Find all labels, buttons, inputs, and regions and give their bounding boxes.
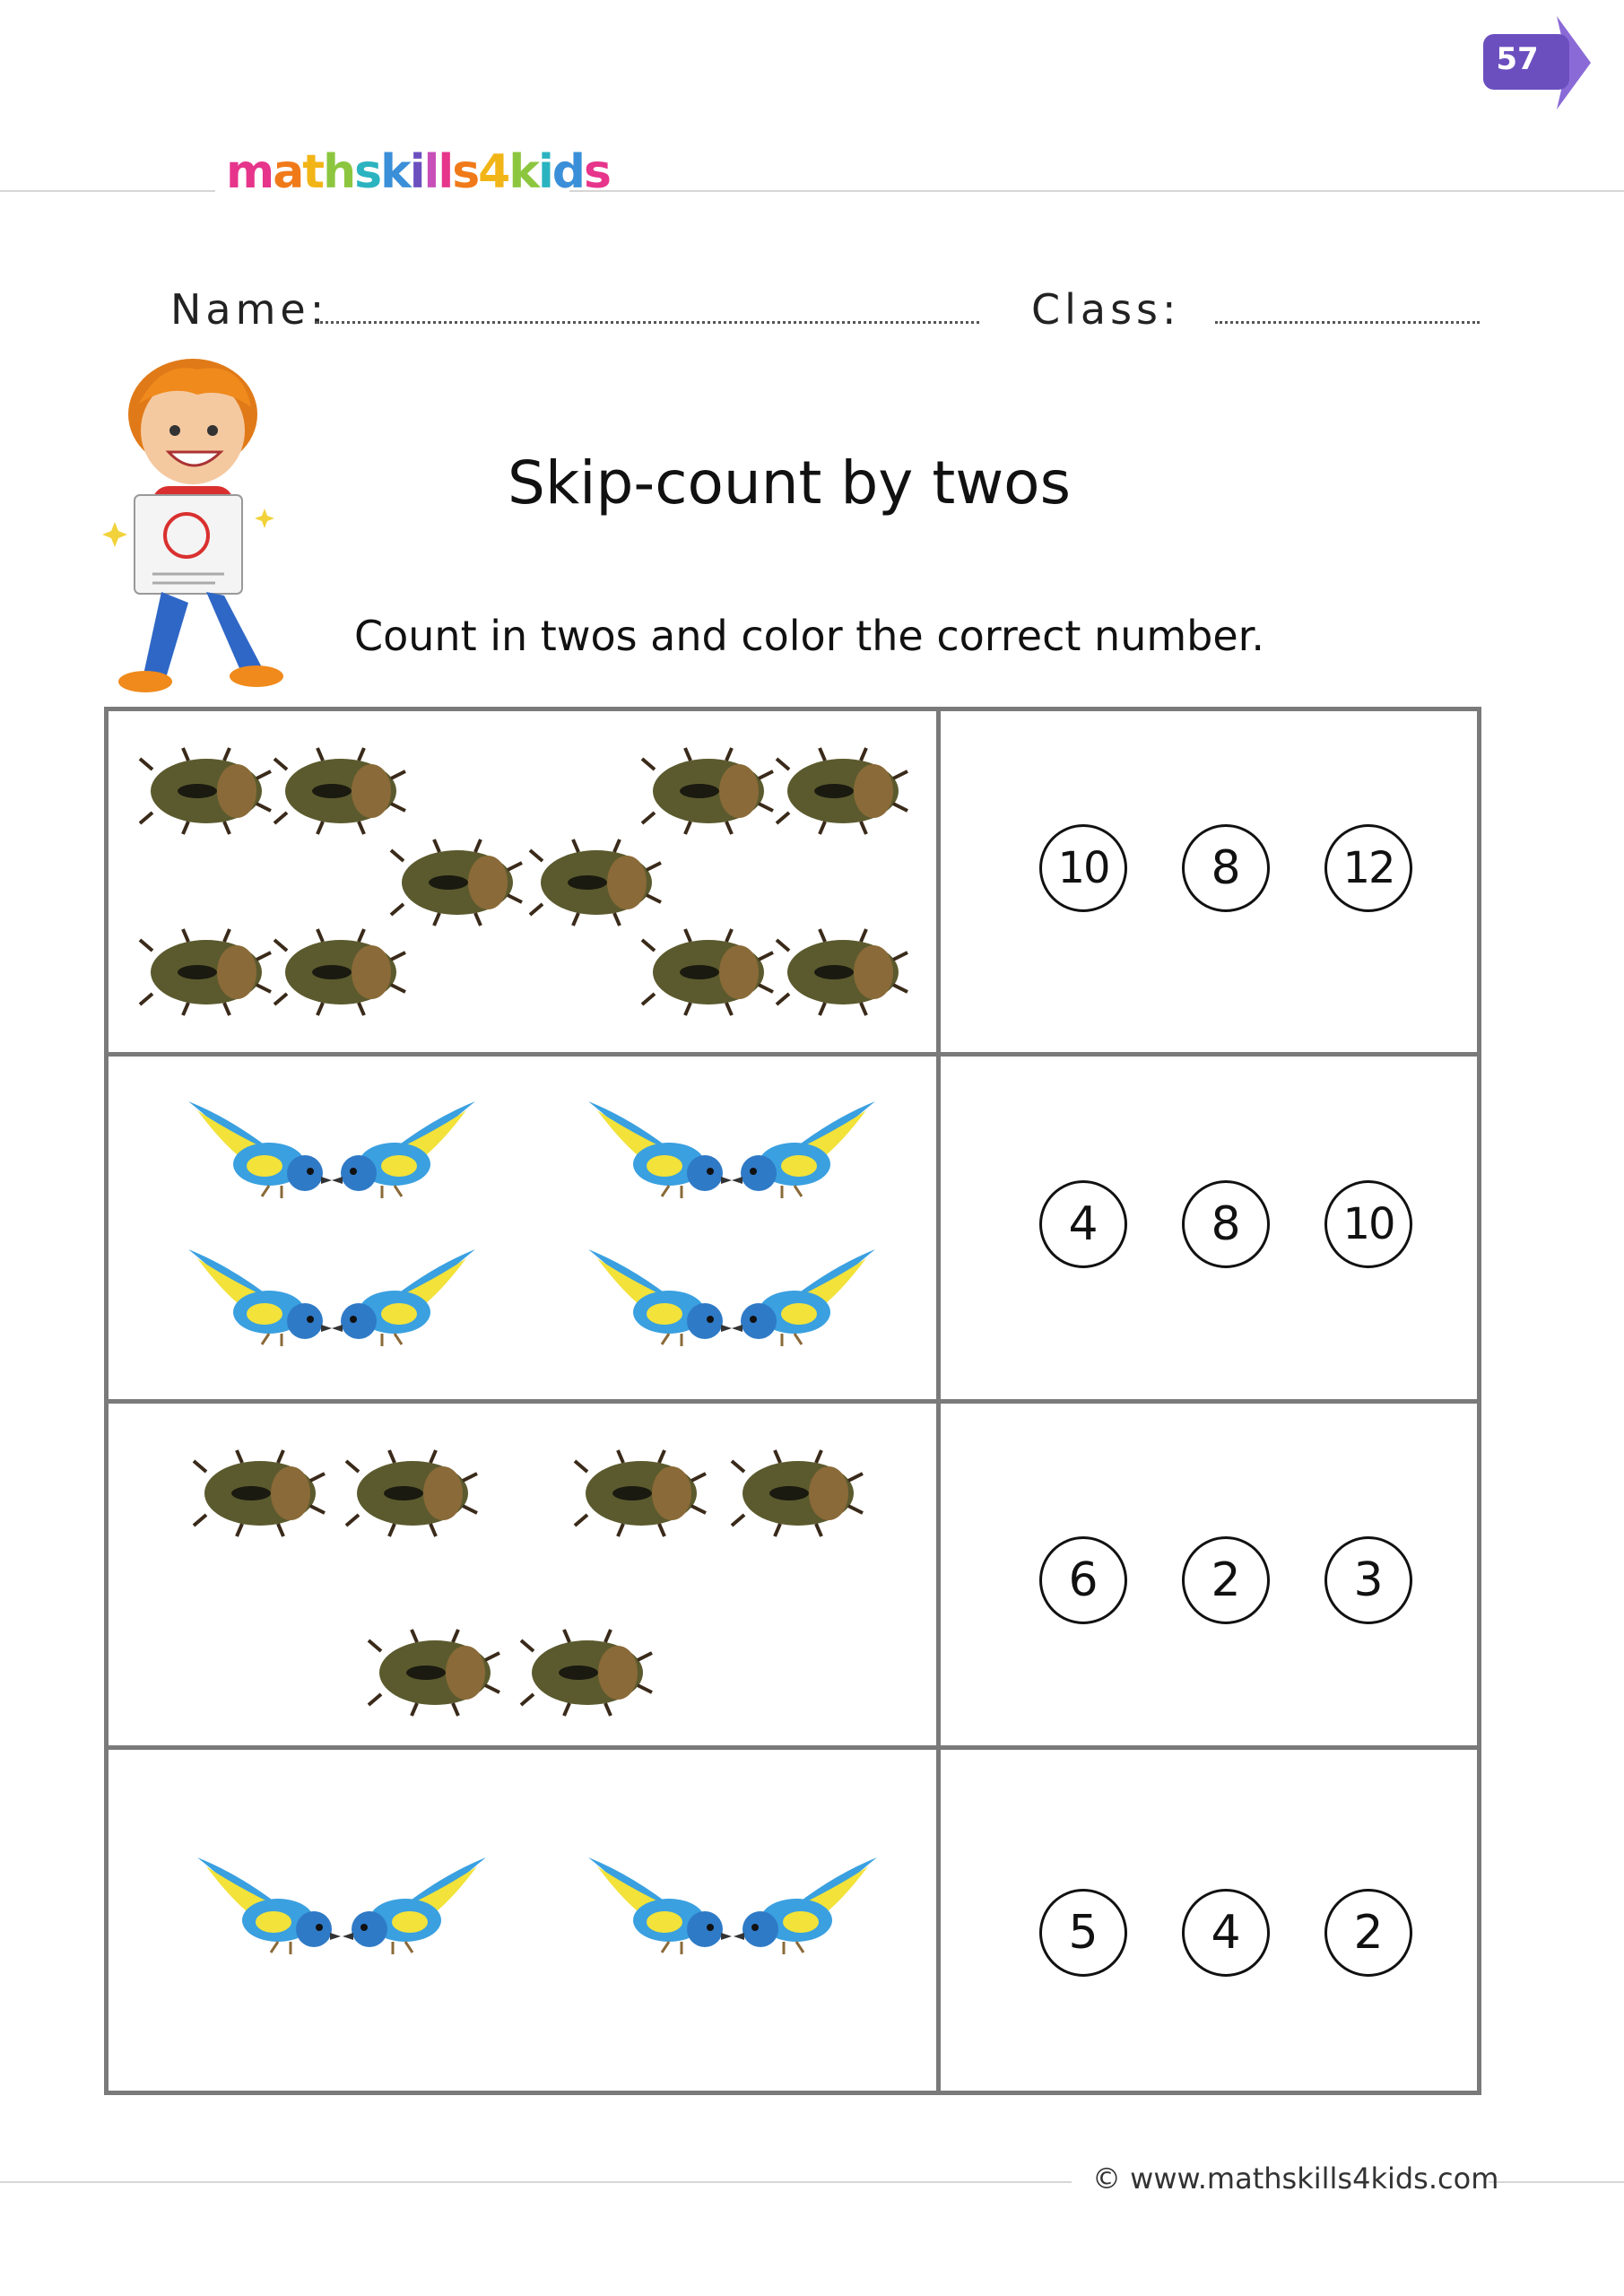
bird-icon [343, 1857, 486, 1954]
bird-icon [588, 1857, 732, 1954]
beetle-icon [732, 1450, 863, 1536]
beetle-icon [346, 1450, 477, 1536]
bird-icon [197, 1857, 341, 1954]
beetle-icon [777, 929, 908, 1015]
header-rule-left [0, 190, 215, 192]
name-label: Name: [170, 285, 329, 334]
choice-row1-c[interactable]: 12 [1324, 824, 1412, 912]
choice-row2-c[interactable]: 10 [1324, 1180, 1412, 1268]
choice-row2-b[interactable]: 8 [1182, 1180, 1270, 1268]
beetle-icon [391, 839, 522, 926]
bird-icon [332, 1101, 475, 1198]
choice-row2-a[interactable]: 4 [1039, 1180, 1127, 1268]
class-line[interactable] [1215, 321, 1480, 324]
class-label: Class: [1031, 285, 1181, 334]
bird-icon [188, 1101, 332, 1198]
row-1-beetles [108, 710, 933, 1051]
bird-icon [588, 1101, 732, 1198]
beetle-icon [274, 748, 405, 834]
row-2-birds [108, 1057, 933, 1397]
bird-icon [732, 1249, 875, 1346]
footer-rule-left [0, 2181, 1072, 2183]
choice-row4-c[interactable]: 2 [1324, 1889, 1412, 1977]
choice-row3-b[interactable]: 2 [1182, 1536, 1270, 1624]
beetle-icon [274, 929, 405, 1015]
beetle-icon [575, 1450, 706, 1536]
row-4-birds [108, 1750, 933, 2091]
beetle-icon [530, 839, 661, 926]
bird-icon [732, 1101, 875, 1198]
header-rule-right [569, 190, 1624, 192]
bird-icon [588, 1249, 732, 1346]
beetle-icon [194, 1450, 325, 1536]
bird-icon [734, 1857, 877, 1954]
beetle-icon [140, 929, 271, 1015]
beetle-icon [642, 929, 773, 1015]
beetle-icon [140, 748, 271, 834]
worksheet-title: Skip-count by twos [508, 448, 1071, 517]
bird-icon [188, 1249, 332, 1346]
choice-row1-b[interactable]: 8 [1182, 824, 1270, 912]
footer-copyright[interactable]: © www.mathskills4kids.com [1092, 2161, 1499, 2196]
name-line[interactable] [316, 321, 979, 324]
footer-rule-right [1489, 2181, 1624, 2183]
choice-row4-b[interactable]: 4 [1182, 1889, 1270, 1977]
choice-row3-a[interactable]: 6 [1039, 1536, 1127, 1624]
beetle-icon [369, 1630, 499, 1716]
bird-icon [332, 1249, 475, 1346]
row-3-beetles [108, 1404, 933, 1744]
page-number: 57 [1496, 41, 1539, 77]
choice-row1-a[interactable]: 10 [1039, 824, 1127, 912]
brand-logo: mathskills4kids [226, 145, 610, 199]
choice-row4-a[interactable]: 5 [1039, 1889, 1127, 1977]
mascot-boy-icon [90, 352, 296, 701]
beetle-icon [521, 1630, 652, 1716]
beetle-icon [642, 748, 773, 834]
choice-row3-c[interactable]: 3 [1324, 1536, 1412, 1624]
worksheet-instruction: Count in twos and color the correct number. [354, 612, 1264, 660]
beetle-icon [777, 748, 908, 834]
